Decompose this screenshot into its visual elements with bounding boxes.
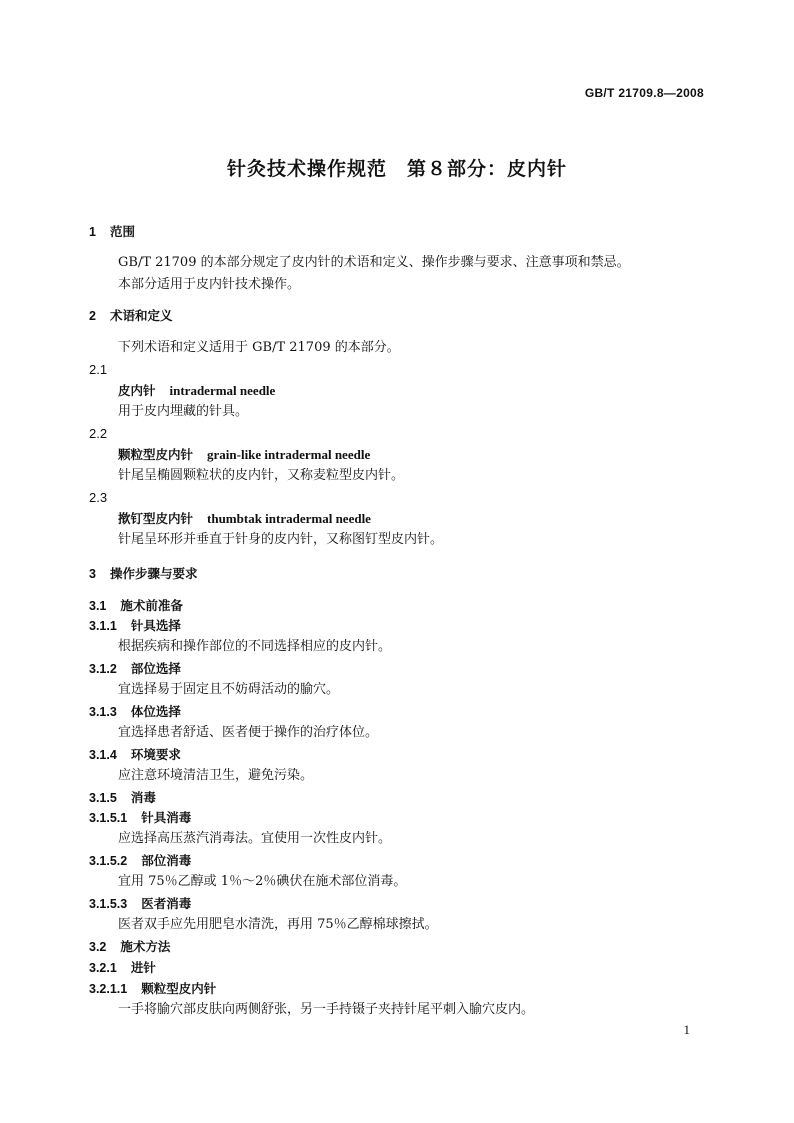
term-english: intradermal needle	[169, 383, 276, 398]
subsection-heading: 3.1.5 消毒	[89, 790, 156, 805]
paragraph: 下列术语和定义适用于 GB/T 21709 的本部分。	[118, 340, 400, 355]
paragraph: 宜选择易于固定且不妨碍活动的腧穴。	[118, 682, 340, 697]
term-english: thumbtak intradermal needle	[207, 511, 371, 526]
term-chinese: 颗粒型皮内针	[118, 447, 194, 462]
paragraph: 应注意环境清洁卫生，避免污染。	[118, 768, 314, 783]
section-heading-1: 1 范围	[89, 224, 135, 239]
term-entry	[118, 383, 275, 400]
paragraph: 宜选择患者舒适、医者便于操作的治疗体位。	[118, 725, 379, 740]
paragraph: GB/T 21709 的本部分规定了皮内针的术语和定义、操作步骤与要求、注意事项和禁忌。	[118, 255, 630, 270]
section-heading-2: 2 术语和定义	[89, 308, 173, 323]
paragraph: 应选择高压蒸汽消毒法。宜使用一次性皮内针。	[118, 831, 392, 846]
term-entry	[118, 511, 371, 528]
subsection-heading: 3.1.2 部位选择	[89, 661, 181, 676]
term-english: grain-like intradermal needle	[207, 447, 371, 462]
term-number: 2.3	[89, 490, 108, 505]
term-definition: 用于皮内埋藏的针具。	[118, 404, 249, 419]
page-number: 1	[683, 1022, 690, 1037]
document-title: 针灸技术操作规范 第８部分：皮内针	[226, 158, 567, 180]
subsection-heading: 3.1.5.1 针具消毒	[89, 810, 192, 825]
term-chinese: 揿钉型皮内针	[118, 511, 194, 526]
section-heading-3: 3 操作步骤与要求	[89, 566, 198, 581]
paragraph: 根据疾病和操作部位的不同选择相应的皮内针。	[118, 639, 392, 654]
subsection-heading: 3.1.4 环境要求	[89, 747, 181, 762]
paragraph: 一手将腧穴部皮肤向两侧舒张，另一手持镊子夹持针尾平刺入腧穴皮内。	[118, 1002, 535, 1017]
subsection-heading: 3.2.1 进针	[89, 960, 156, 975]
standard-code: GB/T 21709.8—2008	[584, 86, 704, 100]
term-entry	[118, 447, 370, 464]
term-number: 2.1	[89, 362, 108, 377]
subsection-heading: 3.1 施术前准备	[89, 598, 183, 613]
subsection-heading: 3.2 施术方法	[89, 939, 171, 954]
paragraph: 本部分适用于皮内针技术操作。	[118, 277, 301, 292]
subsection-heading: 3.1.5.2 部位消毒	[89, 853, 192, 868]
paragraph: 宜用 75％乙醇或 1％～2％碘伏在施术部位消毒。	[118, 874, 407, 889]
term-number: 2.2	[89, 426, 108, 441]
subsection-heading: 3.1.3 体位选择	[89, 704, 181, 719]
subsection-heading: 3.1.1 针具选择	[89, 618, 181, 633]
paragraph: 医者双手应先用肥皂水清洗，再用 75％乙醇棉球擦拭。	[118, 917, 438, 932]
term-chinese: 皮内针	[118, 383, 156, 398]
term-definition: 针尾呈环形并垂直于针身的皮内针，又称图钉型皮内针。	[118, 532, 444, 547]
subsection-heading: 3.2.1.1 颗粒型皮内针	[89, 981, 217, 996]
subsection-heading: 3.1.5.3 医者消毒	[89, 896, 192, 911]
term-definition: 针尾呈椭圆颗粒状的皮内针，又称麦粒型皮内针。	[118, 468, 405, 483]
